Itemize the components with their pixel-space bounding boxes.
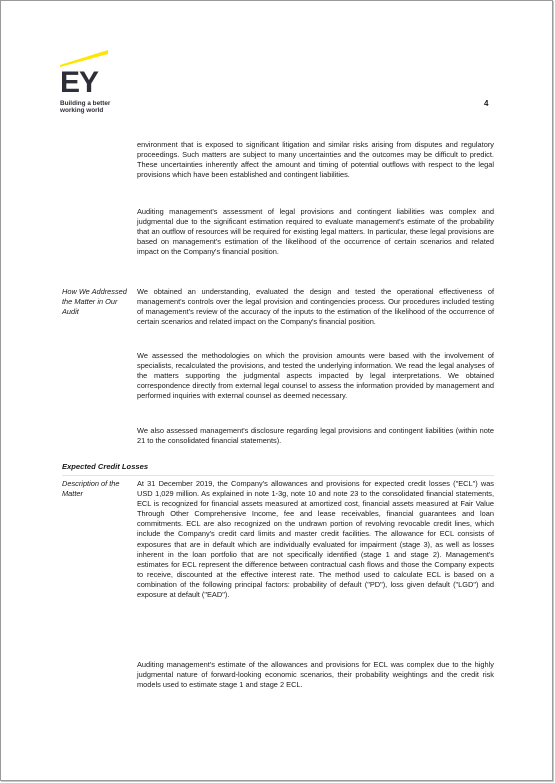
side-label-how-we-addressed: How We Addressed the Matter in Our Audit xyxy=(62,287,127,317)
body-paragraph: Auditing management's estimate of the allowances and provisions for ECL was complex due to the highly judgmental nature of forward-looking economic scenarios, their probability weightings and the credit risk models used to estimate stage 1 and stage 2 ECL. xyxy=(137,660,494,690)
body-paragraph: We also assessed management's disclosure regarding legal provisions and contingent liabilities (within note 21 to the consolidated financial statements). xyxy=(137,426,494,446)
logo-tagline xyxy=(60,100,140,114)
section-heading-expected-credit-losses: Expected Credit Losses xyxy=(62,462,149,471)
page-number: 4 xyxy=(484,99,489,108)
body-paragraph: We assessed the methodologies on which the provision amounts were based with the involvement of specialists, recalculated the provisions, and tested the underlying information. We read the legal analyses of the matters supporting the judgmental aspects impacted by legal interpretations. We obtained correspondence directly from external legal counsel to assess the information provided by management and performed inquiries with external counsel as deemed necessary. xyxy=(137,351,494,401)
logo-letters: EY xyxy=(60,66,99,99)
side-label-description-of-matter: Description of the Matter xyxy=(62,479,120,499)
logo-tagline-line2: working world xyxy=(60,107,104,114)
body-paragraph: We obtained an understanding, evaluated the design and tested the operational effectiveness of management's controls over the legal provision and contingencies process. Our procedures included testing of management's review of the accuracy of the inputs to the estimation of the likelihood of the occurrence of certain scenarios and related impact on the Company's financial position. xyxy=(137,287,494,327)
ey-logo xyxy=(60,48,122,122)
body-paragraph: At 31 December 2019, the Company's allowances and provisions for expected credit losses ("ECL") was USD 1,029 million. As explained in note 1-3g, note 10 and note 23 to the consolidated financial statements, ECL is recognized for financial assets measured at amortized cost, financial assets measured at Fair Value Through Other Comprehensive Income, fee and lease receivables, financial guarantees and loan commitments. ECL are also recognized on the undrawn portion of revolving revocable credit lines, which include the Company's credit card limits and master credit facilities. The allowance for ECL consists of exposures that are in default which are individually evaluated for impairment (stage 3), as well as losses inherent in the loan portfolio that are not specifically identified (stage 1 and stage 2). Management's estimates for ECL represent the difference between contractual cash flows and those the Company expects to receive, discounted at the effective interest rate. The method used to calculate ECL is based on a combination of the following principal factors: probability of default ("PD"), loss given default ("LGD") and exposure at default ("EAD"). xyxy=(137,479,494,600)
logo-beam-icon xyxy=(60,48,122,68)
logo-tagline-line1: Building a better xyxy=(60,100,111,107)
body-paragraph: environment that is exposed to significant litigation and similar risks arising from disputes and regulatory proceedings. Such matters are subject to many uncertainties and the outcomes may be difficult to predict. These uncertainties inherently affect the amount and timing of potential outflows with respect to the legal provisions which have been established and contingent liabilities. xyxy=(137,140,494,180)
body-paragraph: Auditing management's assessment of legal provisions and contingent liabilities was complex and judgmental due to the significant estimation required to evaluate management's estimate of the probability that an outflow of resources will be required for existing legal matters. In particular, these legal provisions are based on management's estimation of the likelihood of the occurrence of certain scenarios and related impact on the Company's financial position. xyxy=(137,207,494,257)
section-divider xyxy=(62,475,494,476)
